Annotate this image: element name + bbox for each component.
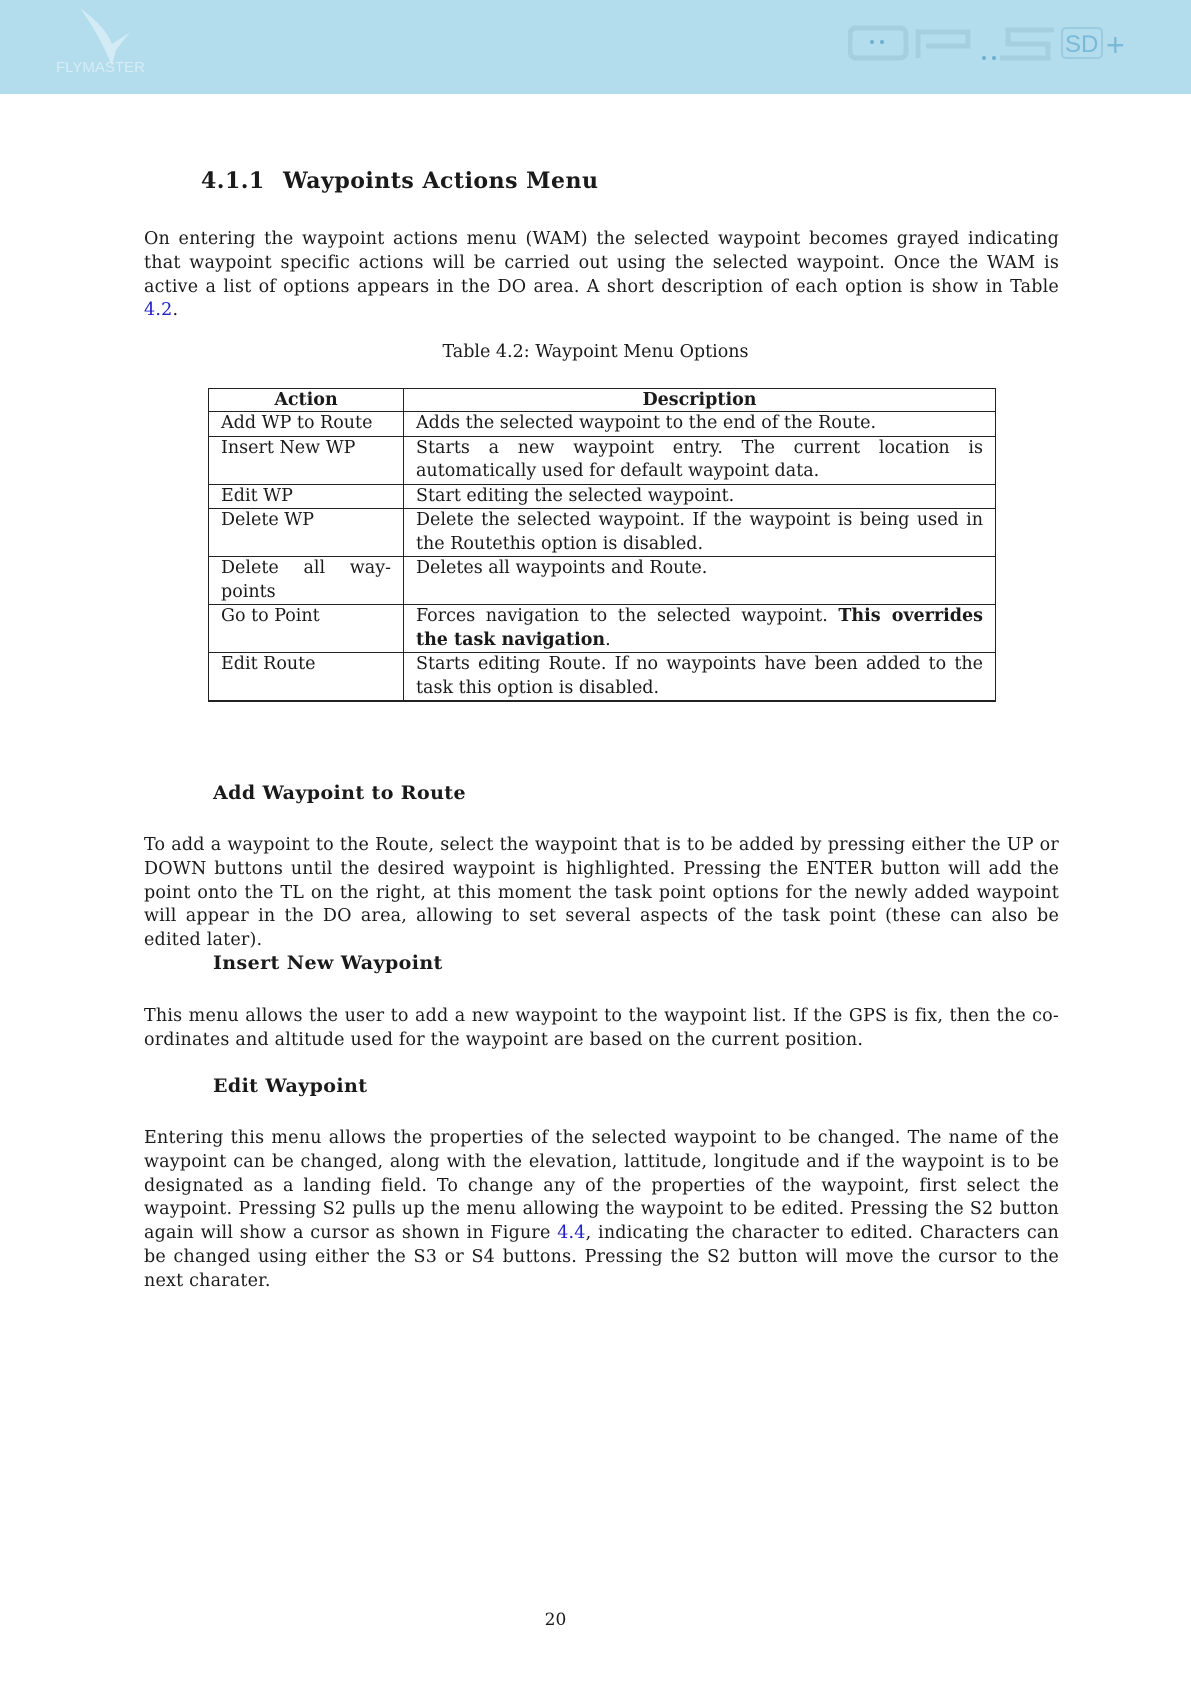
table-row: [209, 557, 996, 605]
description-cell: Starts editing Route. If no waypoints have been added to the task this option is disabled.: [404, 653, 996, 702]
gps-sd-plus-logo: [848, 24, 1138, 64]
insert-waypoint-paragraph: This menu allows the user to add a new waypoint to the waypoint list. If the GPS is fix, then the co-ordinates and altitude used for the waypoint are based on the current position.: [144, 1006, 1059, 1050]
action-cell: Delete all way-points: [209, 557, 404, 605]
intro-text: On entering the waypoint actions menu (WAM) the selected waypoint becomes grayed indicating that waypoint specific actions will be carried out using the selected waypoint. Once the WAM is active a list of options appears in the DO area. A short description of each option is show in Table: [144, 229, 1059, 297]
table-row: [209, 509, 996, 557]
intro-end: .: [172, 300, 179, 321]
figure-ref-link[interactable]: 4.4: [557, 1223, 586, 1244]
description-bold: This overrides the task navigation: [416, 606, 983, 650]
action-cell: Delete WP: [209, 509, 404, 557]
section-number: 4.1.1: [201, 168, 265, 194]
svg-text:+: +: [1106, 27, 1125, 63]
subheading-edit-waypoint: Edit Waypoint: [213, 1075, 368, 1097]
flymaster-logo: [50, 6, 180, 76]
description-cell: [404, 605, 996, 653]
description-cell: Adds the selected waypoint to the end of the Route.: [404, 412, 996, 437]
action-cell: Edit WP: [209, 484, 404, 509]
table-row: [209, 436, 996, 484]
waypoint-options-table: [208, 388, 996, 702]
edit-text-cont: , indicating the character to edited. Characters can be changed using either the S3 or S4 buttons. Pressing the S2 button will move the cursor to the next charater.: [144, 1223, 1059, 1291]
column-header: Description: [404, 389, 996, 412]
add-waypoint-paragraph: To add a waypoint to the Route, select the waypoint that is to be added by pressing either the UP or DOWN buttons until the desired waypoint is highlighted. Pressing the ENTER button will add the point onto the TL on the right, at this moment the task point options for the newly added waypoint will appear in the DO area, allowing to set several aspects of the task point (these can also be edited later).: [144, 835, 1059, 951]
description-tail: .: [605, 629, 611, 650]
subheading-insert-waypoint: Insert New Waypoint: [213, 952, 443, 974]
svg-text:SD: SD: [1065, 31, 1099, 58]
description-cell: Start editing the selected waypoint.: [404, 484, 996, 509]
action-cell: Add WP to Route: [209, 412, 404, 437]
section-heading: [201, 168, 599, 194]
page-number: 20: [544, 1610, 567, 1630]
column-header: Action: [209, 389, 404, 412]
description-cell: Deletes all waypoints and Route.: [404, 557, 996, 605]
action-cell: Go to Point: [209, 605, 404, 653]
description-cell: Starts a new waypoint entry. The current location is automatically used for default waypoint data.: [404, 436, 996, 484]
table-row: [209, 412, 996, 437]
table-row: [209, 653, 996, 702]
subheading-add-waypoint: Add Waypoint to Route: [213, 782, 466, 804]
table-header-row: [209, 389, 996, 412]
table-caption: Table 4.2: Waypoint Menu Options: [442, 342, 749, 362]
table-row: [209, 605, 996, 653]
header-band: [0, 0, 1191, 94]
action-cell: Insert New WP: [209, 436, 404, 484]
description-text: Forces navigation to the selected waypoint.: [416, 606, 839, 626]
section-title: Waypoints Actions Menu: [283, 168, 599, 194]
table-row: [209, 484, 996, 509]
action-cell: Edit Route: [209, 653, 404, 702]
description-cell: Delete the selected waypoint. If the waypoint is being used in the Routethis option is disabled.: [404, 509, 996, 557]
svg-text:FLYMASTER: FLYMASTER: [56, 59, 145, 76]
table-ref-link[interactable]: 4.2: [144, 300, 173, 321]
intro-paragraph: [144, 228, 1059, 323]
edit-text: Entering this menu allows the properties of the selected waypoint to be changed. The name of the waypoint can be changed, along with the elevation, lattitude, longitude and if the waypoint is to be designated as a landing field. To change any of the properties of the waypoint, first select the waypoint. Pressing S2 pulls up the menu allowing the waypoint to be edited. Pressing the S2 button again will show a cursor as shown in Figure: [144, 1128, 1059, 1244]
edit-waypoint-paragraph: [144, 1127, 1059, 1294]
